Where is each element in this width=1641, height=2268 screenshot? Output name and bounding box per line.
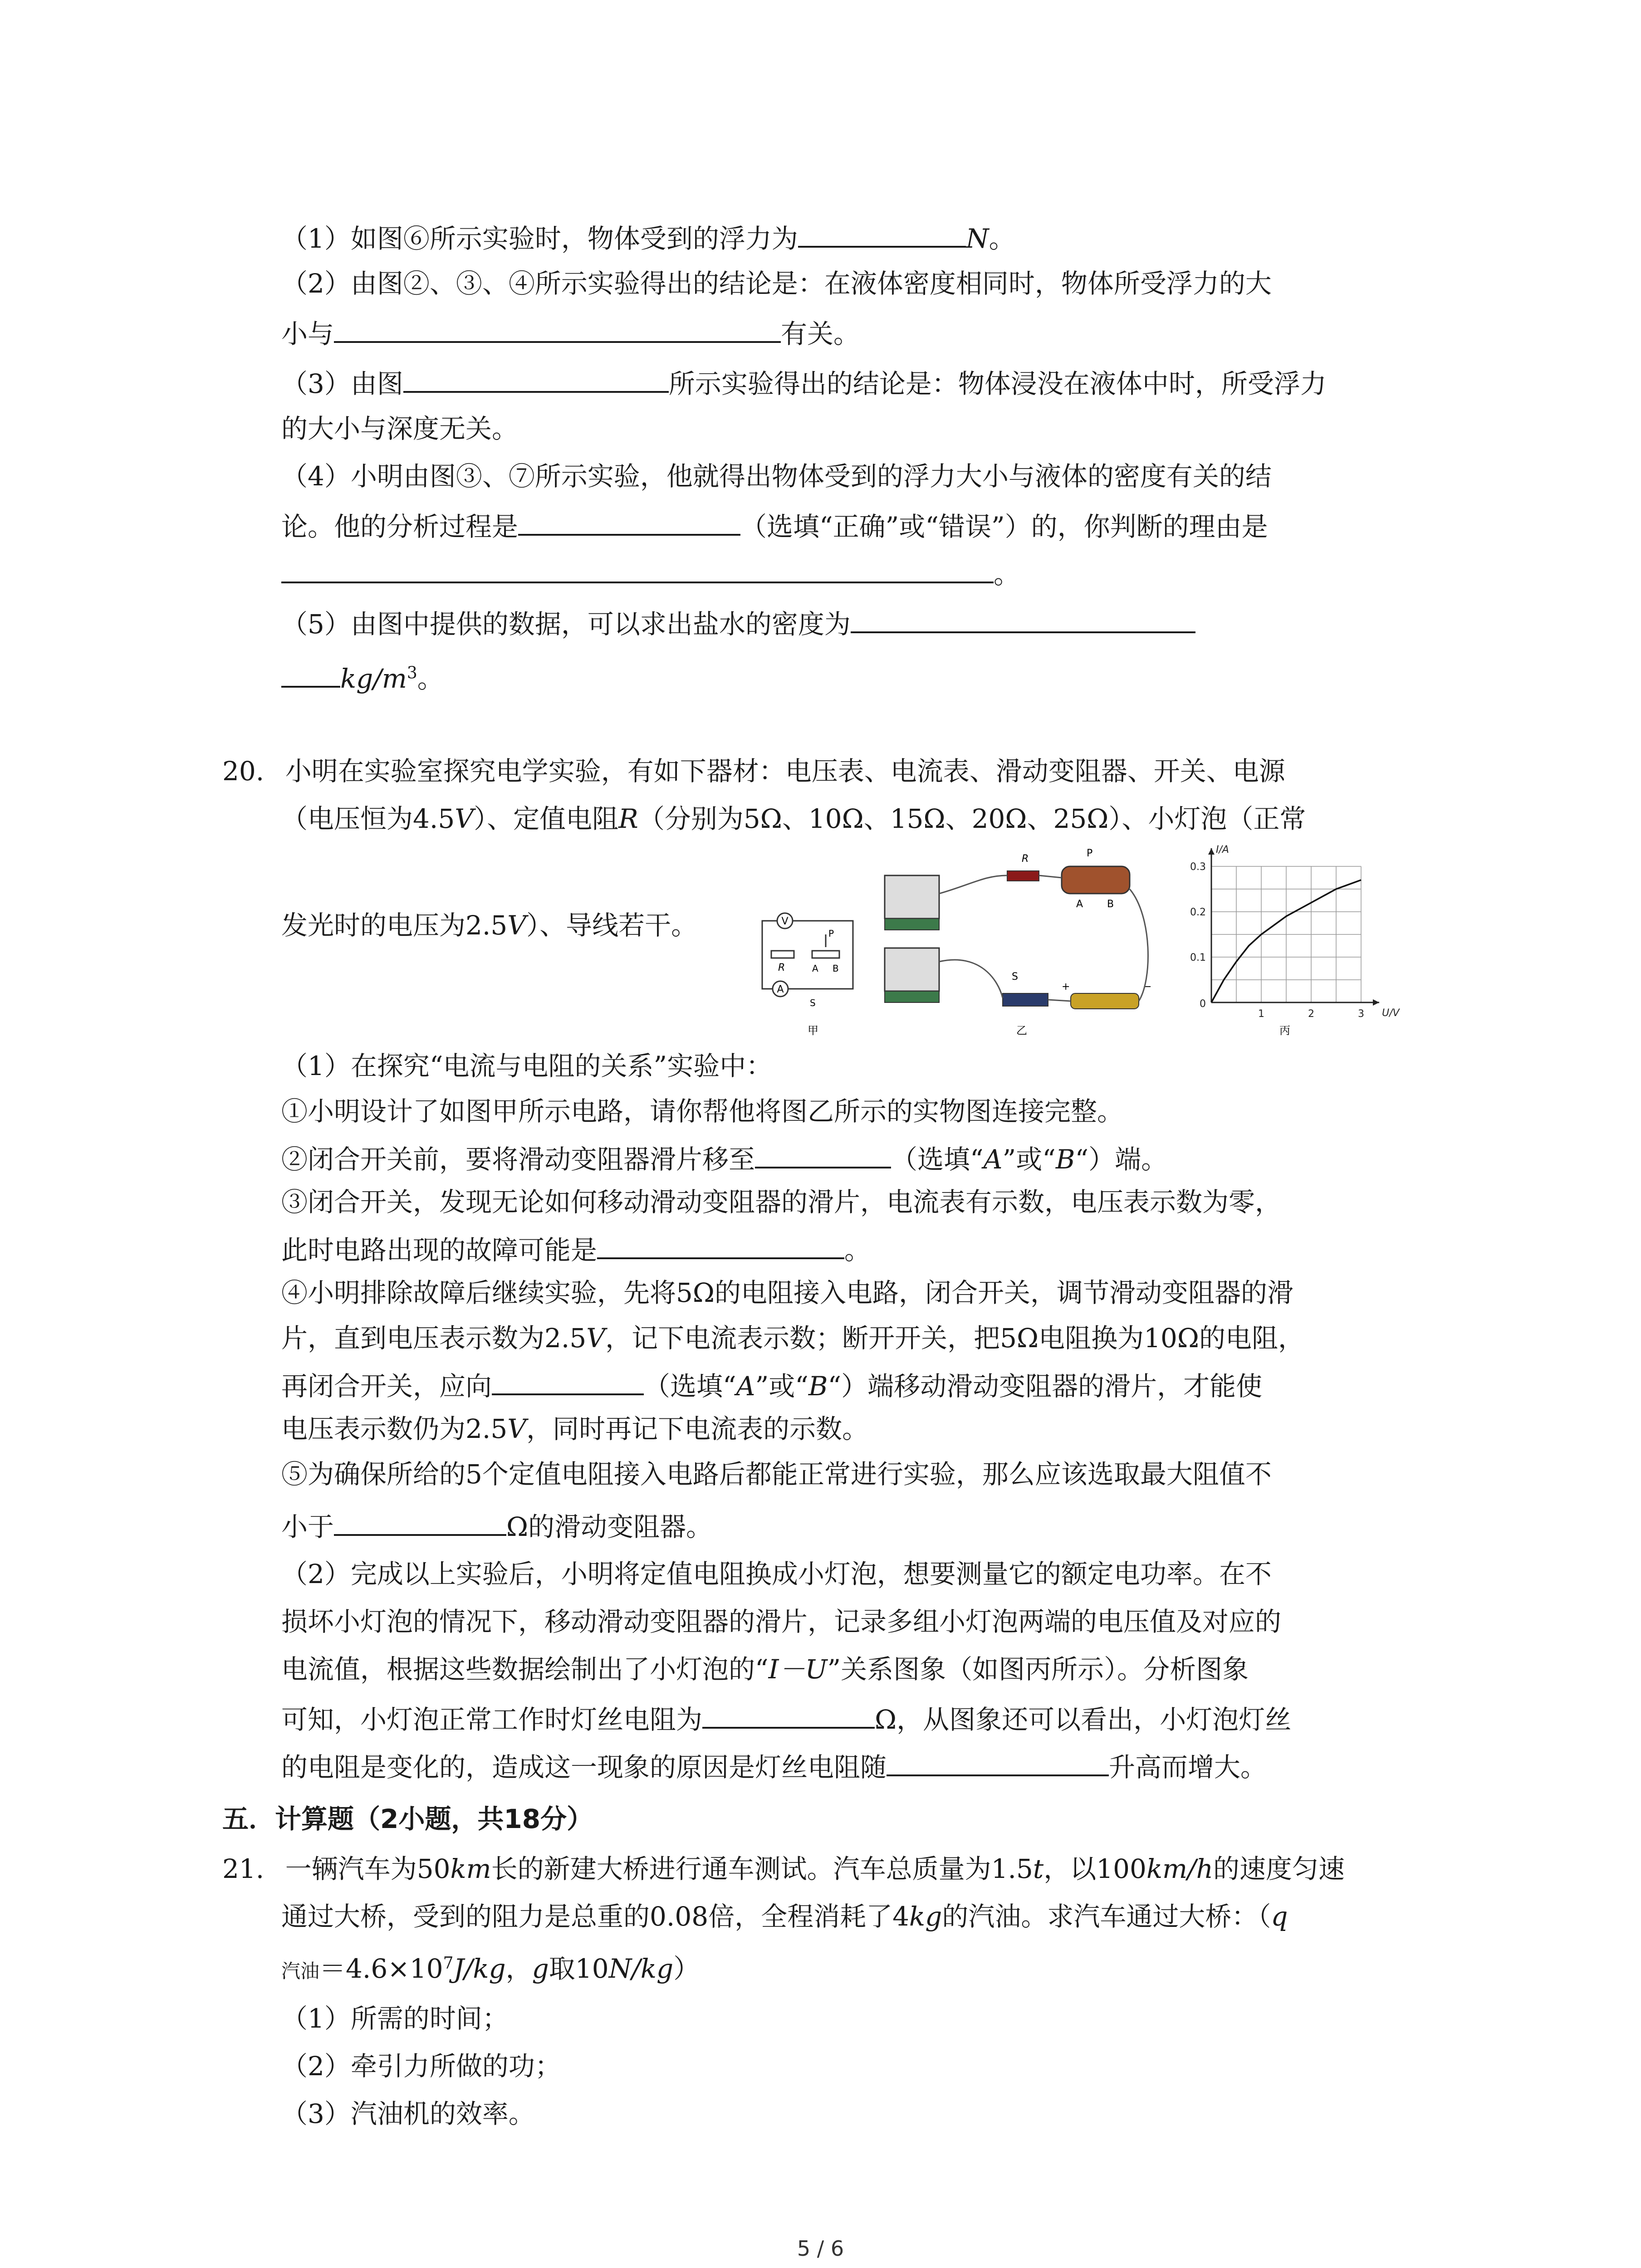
- q19-part5-blank2[interactable]: [281, 658, 340, 688]
- q20-p1-iii-line1: [281, 1184, 1281, 1220]
- q19-part3-text3: 的大小与深度无关。: [281, 413, 519, 444]
- q20-p1-iii-text: ③闭合开关，发现无论如何移动滑动变阻器的滑片，电流表有示数，电压表示数为零，: [281, 1187, 1282, 1217]
- circuit-caption: 甲: [808, 1024, 818, 1037]
- q21-symbol-q: q: [1271, 1901, 1288, 1932]
- q20-p1-v-blank[interactable]: [334, 1506, 506, 1536]
- q20-p1-i-text: ①小明设计了如图甲所示电路，请你帮他将图乙所示的实物图连接完整。: [281, 1096, 1124, 1127]
- x-axis-arrow: [1373, 999, 1379, 1006]
- q19-part2-text2: 小与: [281, 318, 334, 349]
- q19-part3-text: （3）由图: [281, 368, 403, 399]
- origin-label: 0: [1200, 998, 1206, 1010]
- q19-part2-line2: [281, 313, 860, 352]
- y-tick-label: 0.1: [1190, 952, 1206, 963]
- physical-battery: [1071, 993, 1139, 1009]
- q19-part3-line2: [281, 411, 518, 447]
- q20-p1-iv-blank[interactable]: [492, 1365, 644, 1395]
- q20-p2-blank2[interactable]: [887, 1746, 1109, 1776]
- q20-p2-line5: [281, 1746, 1267, 1785]
- q20-p2-text3a: 电流值，根据这些数据绘制出了小灯泡的“: [281, 1654, 769, 1685]
- q20-p1-iv-unit-v2: V: [507, 1413, 527, 1444]
- q21-text1b: 长的新建大桥进行通车测试。汽车总质量为1.5: [491, 1853, 1033, 1884]
- q20-p1-v-text: ⑤为确保所给的5个定值电阻接入电路后都能正常进行实验，那么应该选取最大阻值不: [281, 1459, 1272, 1490]
- q20-p1-iv-text2b: ，记下电流表示数；断开开关，把5Ω电阻换为10Ω的电阻，: [605, 1323, 1305, 1354]
- x-tick-label: 2: [1308, 1008, 1314, 1020]
- q19-part1-blank[interactable]: [798, 218, 966, 248]
- q19-part2-text: （2）由图②、③、④所示实验得出的结论是：在液体密度相同时，物体所受浮力的大: [281, 268, 1272, 299]
- q21-text2b: 的汽油。求汽车通过大桥：（: [942, 1901, 1271, 1932]
- q20-p1-iii-line2: [281, 1229, 871, 1268]
- q20-p1-iv-option-a: A: [736, 1371, 755, 1402]
- q21-part1-text: （1）所需的时间；: [281, 2003, 509, 2034]
- q20-p1-iv-text3a: 再闭合开关，应向: [281, 1371, 492, 1402]
- y-axis-label: I/A: [1216, 844, 1229, 855]
- q20-p1-iii-blank[interactable]: [597, 1229, 844, 1259]
- q20-p1-iv-text4a: 电压表示数仍为2.5: [281, 1413, 508, 1444]
- circuit-resistor-label: R: [778, 962, 785, 973]
- q21-text2a: 通过大桥，受到的阻力是总重的0.08倍，全程消耗了4: [281, 1901, 910, 1932]
- q21-unit-t: t: [1033, 1853, 1044, 1884]
- q20-p2-text5b: 升高而增大。: [1109, 1752, 1267, 1783]
- physical-resistor-label: R: [1022, 853, 1029, 865]
- q21-exponent: 7: [443, 1954, 454, 1973]
- q20-p2-text4a: 可知，小灯泡正常工作时灯丝电阻为: [281, 1704, 703, 1735]
- q20-p1-iv-line4: [281, 1411, 868, 1447]
- q21-text1d: 的速度匀速: [1213, 1853, 1345, 1884]
- q20-p1-ii-option-a: A: [983, 1144, 1003, 1175]
- ammeter-label: A: [777, 984, 784, 995]
- q19-part1-unit: N: [965, 223, 989, 254]
- q19-part5-line1: [281, 603, 1195, 642]
- physical-voltmeter: [885, 875, 939, 919]
- q20-p1-ii-text4: “）端。: [1075, 1144, 1168, 1175]
- q20-p1-ii-text: ②闭合开关前，要将滑动变阻器滑片移至: [281, 1144, 755, 1175]
- physical-resistor: [1007, 871, 1039, 881]
- q21-line3: [281, 1950, 700, 1989]
- q20-p1-i: [281, 1093, 1123, 1129]
- q19-part5-blank1[interactable]: [851, 603, 1195, 633]
- q19-part5-text: （5）由图中提供的数据，可以求出盐水的密度为: [281, 609, 851, 640]
- y-tick-label: 0.3: [1190, 861, 1206, 873]
- q20-p1-iv-text3d: “）端移动滑动变阻器的滑片，才能使: [828, 1371, 1263, 1402]
- q19-part2-line1: [281, 265, 1272, 302]
- q19-part5-unit-sup: 3: [407, 664, 417, 683]
- q21-part3: [281, 2096, 535, 2132]
- physical-ammeter-base: [885, 991, 939, 1002]
- section-five-heading: [222, 1801, 593, 1837]
- q19-part3-blank[interactable]: [403, 363, 669, 393]
- q21-number: 21.: [222, 1853, 265, 1884]
- q21-part1: [281, 2000, 509, 2037]
- q20-p1-ii: [281, 1139, 1167, 1178]
- circuit-term-a: A: [812, 963, 818, 974]
- physical-apparatus: [885, 848, 1151, 1037]
- q20-p1-v-line2: [281, 1506, 712, 1545]
- q20-p1-title: [281, 1048, 772, 1084]
- rheostat-symbol: [812, 951, 839, 958]
- q20-p1-v-text2: 小于: [281, 1511, 334, 1542]
- q21-part2: [281, 2048, 561, 2084]
- circuit-slider-label: P: [828, 928, 834, 939]
- iu-graph: [1190, 844, 1401, 1020]
- q21-text3d: ）: [673, 1953, 700, 1984]
- q21-line1: [222, 1851, 1345, 1887]
- q20-p2-line3: [281, 1651, 1249, 1687]
- physical-slider-label: P: [1087, 848, 1093, 859]
- resistor-symbol: [771, 951, 794, 958]
- q21-unit-jkg: J/kg: [453, 1953, 506, 1984]
- q20-number: 20.: [222, 756, 265, 787]
- q21-unit-km: km: [450, 1853, 491, 1884]
- q21-unit-nkg: N/kg: [608, 1953, 674, 1984]
- q19-part4-text: （4）小明由图③、⑦所示实验，他就得出物体受到的浮力大小与液体的密度有关的结: [281, 461, 1272, 492]
- q19-part4-line2: [281, 506, 1268, 545]
- q19-part1-text: （1）如图⑥所示实验时，物体受到的浮力为: [281, 223, 798, 254]
- physical-term-b: B: [1107, 899, 1114, 910]
- q20-p1-iv-line3: [281, 1365, 1262, 1404]
- physical-battery-plus: +: [1062, 981, 1070, 992]
- q21-text3b: ，: [505, 1953, 532, 1984]
- q20-p1-iv-unit-v: V: [586, 1323, 606, 1354]
- page-number: 5 / 6: [797, 2236, 844, 2261]
- q21-text3a: ＝4.6×10: [319, 1953, 443, 1984]
- q20-text2b: ）、定值电阻: [474, 803, 619, 834]
- q20-p1-iv-text: ④小明排除故障后继续实验，先将5Ω的电阻接入电路，闭合开关，调节滑动变阻器的滑: [281, 1277, 1293, 1308]
- q19-part5-end: 。: [417, 663, 444, 694]
- q21-subscript: 汽油: [281, 1960, 320, 1982]
- q20-text: 小明在实验室探究电学实验，有如下器材：电压表、电流表、滑动变阻器、开关、电源: [285, 756, 1285, 787]
- q20-p1-iv-option-b: B: [808, 1371, 828, 1402]
- q20-p2-text: （2）完成以上实验后，小明将定值电阻换成小灯泡，想要测量它的额定电功率。在不: [281, 1559, 1272, 1589]
- q19-part4-end: 。: [994, 559, 1020, 590]
- q20-symbol-r: R: [618, 803, 638, 834]
- q19-part5-line2: [281, 658, 444, 697]
- q19-part3-line1: [281, 363, 1327, 402]
- q20-p2-text2: 损坏小灯泡的情况下，移动滑动变阻器的滑片，记录多组小灯泡两端的电压值及对应的: [281, 1606, 1282, 1637]
- q20-p1-v-text3: Ω的滑动变阻器。: [506, 1511, 713, 1542]
- x-axis-label: U/V: [1382, 1007, 1400, 1019]
- q20-p1-iv-text4b: ，同时再记下电流表的示数。: [526, 1413, 869, 1444]
- q20-line3: [281, 907, 697, 943]
- circuit-term-b: B: [833, 963, 839, 974]
- q19-part1: [281, 218, 1015, 257]
- x-tick-label: 3: [1358, 1008, 1364, 1020]
- q20-p1-iv-line1: [281, 1275, 1293, 1311]
- q20-figure: [744, 844, 1406, 1057]
- q19-part4-text2: 论。他的分析过程是: [281, 511, 519, 542]
- q20-p1-ii-text2: （选填“: [891, 1144, 984, 1175]
- q20-p1-iii-text2: 此时电路出现的故障可能是: [281, 1235, 598, 1266]
- q20-p2-text4b: Ω，从图象还可以看出，小灯泡灯丝: [875, 1704, 1292, 1735]
- physical-caption: 乙: [1016, 1024, 1027, 1037]
- physical-voltmeter-base: [885, 919, 939, 930]
- q19-part4-blank2[interactable]: [281, 553, 994, 583]
- q20-unit-v2: V: [507, 910, 527, 941]
- q20-p1-iii-end: 。: [844, 1235, 871, 1266]
- q21-unit-kmh: km/h: [1146, 1853, 1213, 1884]
- q20-line1: [222, 753, 1285, 789]
- q20-p2-iu: I－U: [768, 1654, 828, 1685]
- physical-switch-label: S: [1012, 971, 1018, 982]
- physical-wires: [939, 875, 1148, 1001]
- q19-part4-blank1[interactable]: [518, 506, 740, 536]
- q20-p2-line4: [281, 1699, 1291, 1738]
- q20-p2-text3b: ”关系图象（如图丙所示）。分析图象: [827, 1654, 1249, 1685]
- q20-text2a: （电压恒为4.5: [281, 803, 455, 834]
- q20-line2: [281, 801, 1306, 837]
- q19-part2-end: 有关。: [781, 318, 860, 349]
- voltmeter-label: V: [781, 916, 789, 927]
- q21-text3c: 取10: [549, 1953, 609, 1984]
- q20-unit-v: V: [455, 803, 474, 834]
- q19-part4-text3: （选填“正确”或“错误”）的，你判断的理由是: [740, 511, 1268, 542]
- q20-p1-ii-option-b: B: [1055, 1144, 1075, 1175]
- q21-line2: [281, 1898, 1288, 1935]
- q19-part4-line3: [281, 553, 1020, 592]
- q20-text2c: （分别为5Ω、10Ω、15Ω、20Ω、25Ω）、小灯泡（正常: [638, 803, 1306, 834]
- q21-text1c: ，以100: [1043, 1853, 1146, 1884]
- q20-p1-title-text: （1）在探究“电流与电阻的关系”实验中：: [281, 1051, 773, 1081]
- q21-unit-kg: kg: [909, 1901, 942, 1932]
- x-tick-label: 1: [1258, 1008, 1264, 1020]
- physical-rheostat: [1062, 866, 1130, 894]
- q20-p2-line1: [281, 1556, 1272, 1592]
- circuit-switch-label: S: [810, 997, 816, 1008]
- y-axis-arrow: [1208, 848, 1215, 855]
- q19-part5-unit: kg/m: [340, 663, 407, 694]
- q20-p2-blank1[interactable]: [702, 1699, 875, 1729]
- q19-part2-blank[interactable]: [334, 313, 781, 343]
- q19-part1-end: 。: [989, 223, 1015, 254]
- q20-p1-ii-text3: ”或“: [1002, 1144, 1056, 1175]
- q21-text1a: 一辆汽车为50: [285, 1853, 451, 1884]
- q21-symbol-g: g: [532, 1953, 549, 1984]
- q21-part2-text: （2）牵引力所做的功；: [281, 2051, 561, 2082]
- q20-p1-v-line1: [281, 1456, 1272, 1492]
- q20-p2-line2: [281, 1603, 1281, 1640]
- physical-term-a: A: [1076, 899, 1083, 910]
- graph-caption: 丙: [1279, 1024, 1290, 1037]
- physical-switch: [1003, 993, 1048, 1006]
- q20-p1-iv-line2: [281, 1320, 1304, 1356]
- q19-part3-text2: 所示实验得出的结论是：物体浸没在液体中时，所受浮力: [668, 368, 1327, 399]
- q21-part3-text: （3）汽油机的效率。: [281, 2098, 535, 2129]
- section-five-text: 五．计算题（2小题，共18分）: [222, 1804, 593, 1834]
- q20-text3a: 发光时的电压为2.5: [281, 910, 508, 941]
- physical-battery-minus: −: [1143, 981, 1152, 992]
- q19-part4-line1: [281, 458, 1272, 494]
- q20-text3b: ）、导线若干。: [526, 910, 698, 941]
- y-tick-label: 0.2: [1190, 907, 1206, 918]
- physical-ammeter: [885, 948, 939, 991]
- q20-p2-text5a: 的电阻是变化的，造成这一现象的原因是灯丝电阻随: [281, 1752, 887, 1783]
- q20-p1-iv-text3c: ”或“: [755, 1371, 808, 1402]
- q20-p1-iv-text3b: （选填“: [644, 1371, 736, 1402]
- q20-p1-iv-text2a: 片，直到电压表示数为2.5: [281, 1323, 587, 1354]
- q20-p1-ii-blank[interactable]: [755, 1139, 891, 1168]
